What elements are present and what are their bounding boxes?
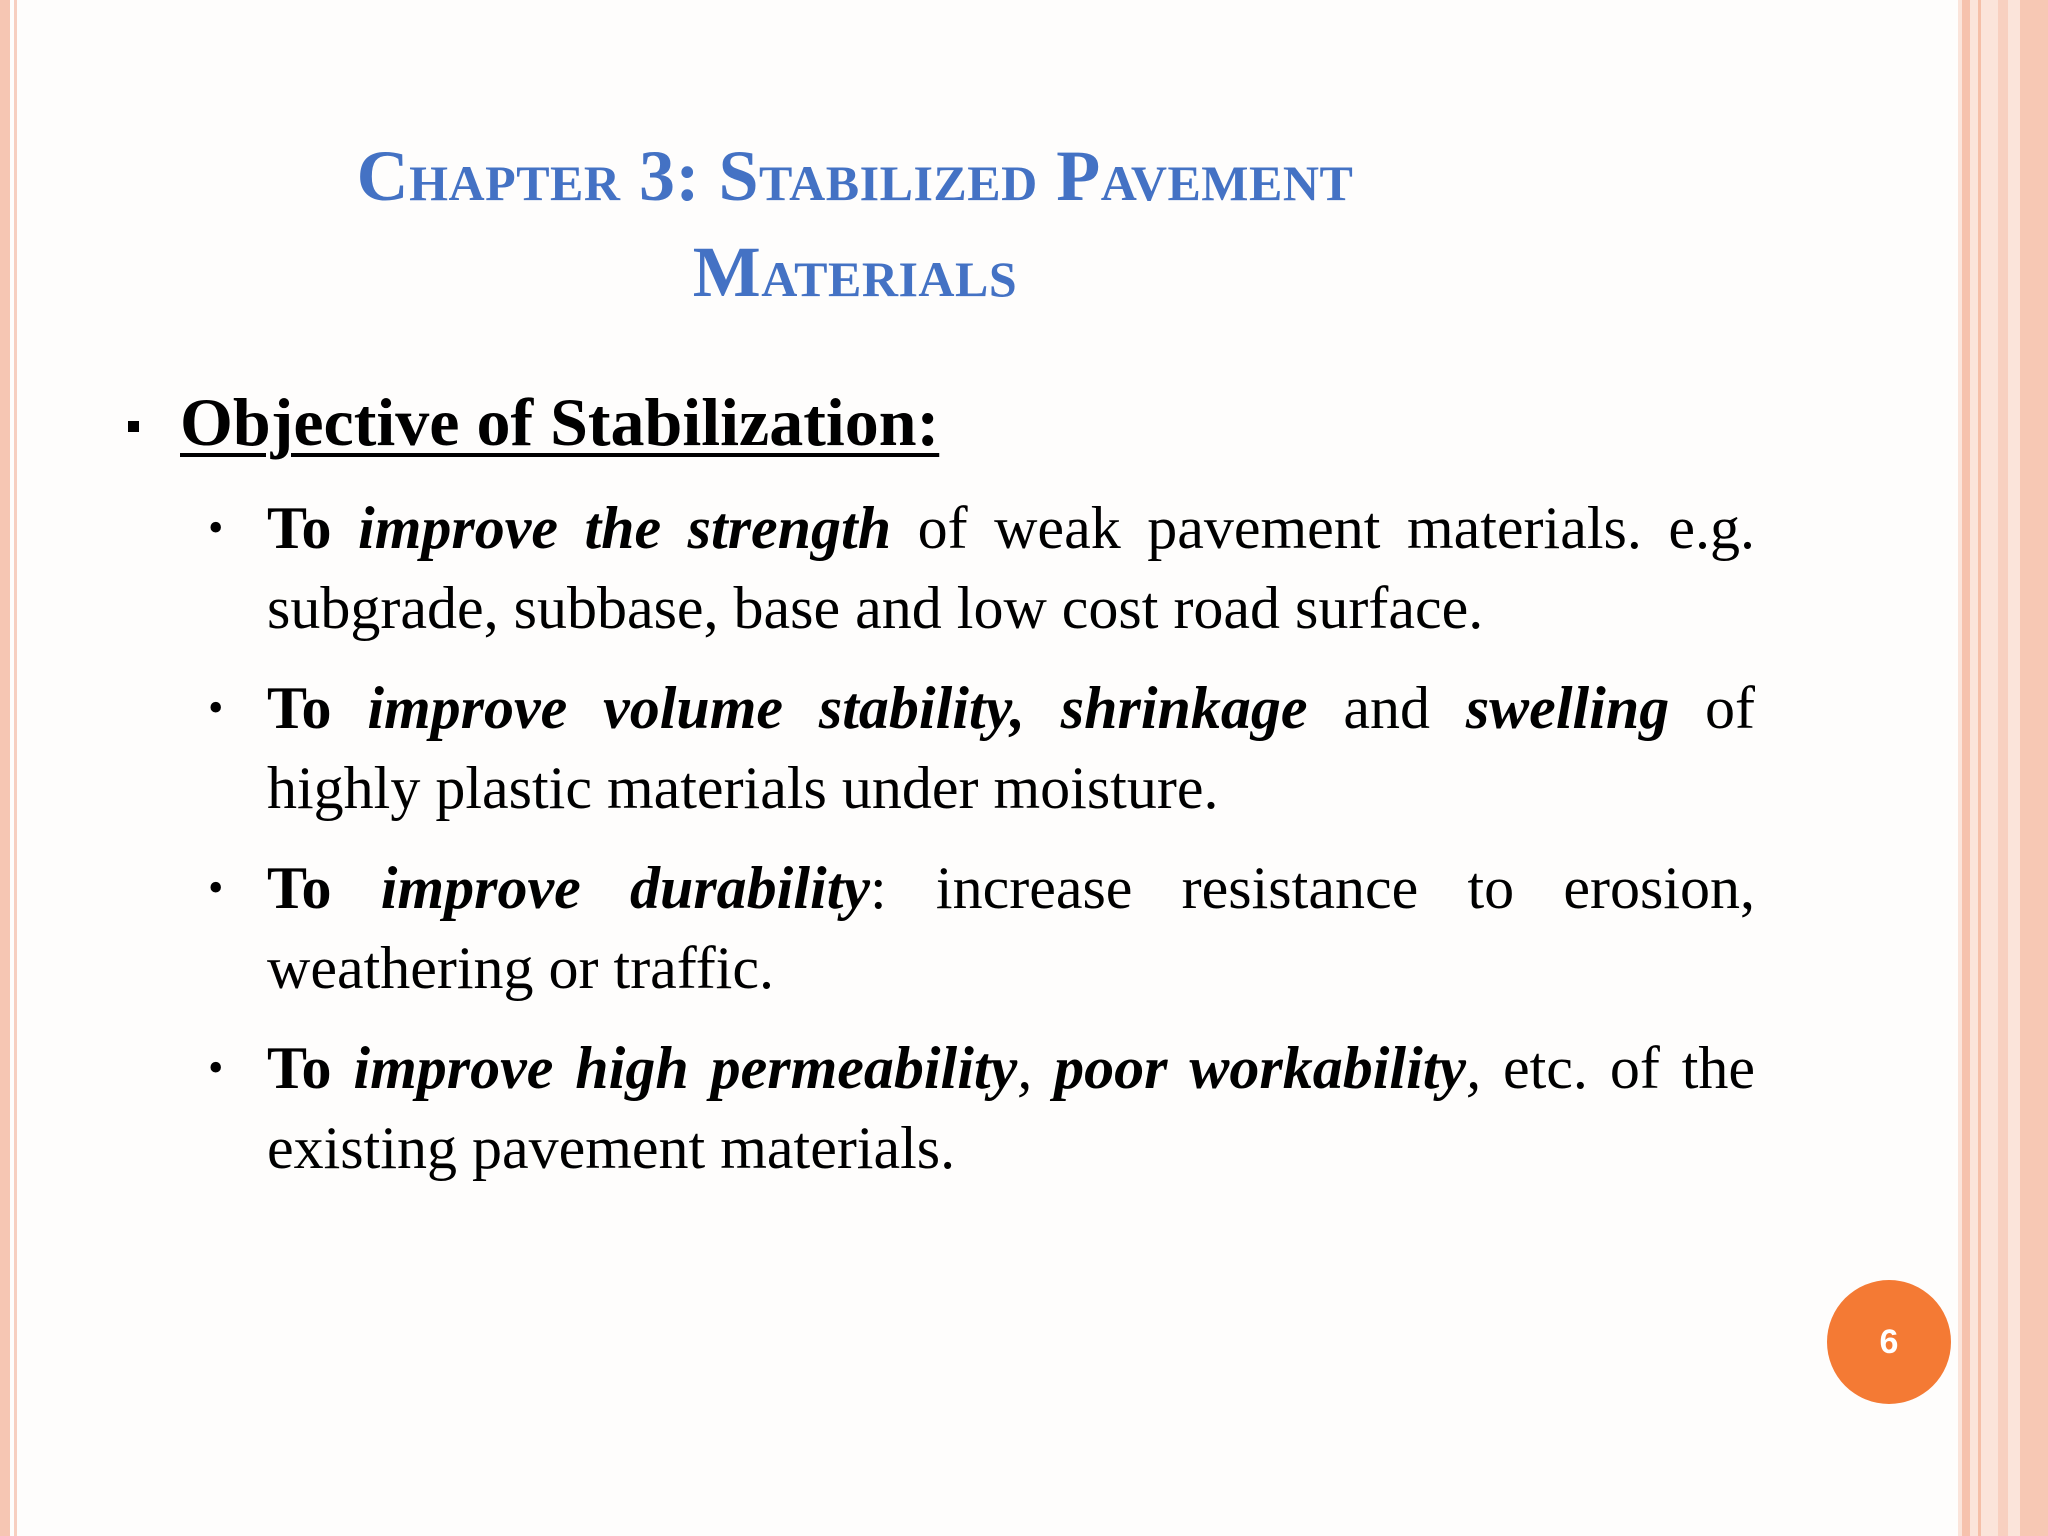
bullet-lead: To [267, 1035, 354, 1101]
bullet-lead: To [267, 495, 359, 561]
objective-list [205, 488, 1755, 1208]
right-border-stripe [1962, 0, 1970, 1536]
list-item [205, 668, 1755, 828]
square-bullet-icon [128, 421, 139, 432]
bullet-emphasis: poor workability [1054, 1035, 1467, 1101]
section-heading: Objective of Stabilization: [180, 384, 940, 460]
bullet-emphasis: improve volume stability, shrinkage [367, 675, 1308, 741]
slide-title-line-2: Materials [692, 232, 1018, 312]
bullet-emphasis: improve high permeability [353, 1035, 1018, 1101]
bullet-emphasis: swelling [1465, 675, 1670, 741]
page-number: 6 [1879, 1322, 1899, 1361]
section-heading-row [128, 378, 939, 466]
page-number-badge [1827, 1280, 1951, 1404]
bullet-text: and [1307, 675, 1466, 741]
bullet-emphasis: improve the strength [358, 495, 892, 561]
bullet-dot-icon: • [208, 1043, 224, 1092]
bullet-text: , [1017, 1035, 1055, 1101]
left-border-stripe [0, 0, 10, 1536]
bullet-text: of highly plastic materials under moisture. [267, 675, 1755, 821]
list-item [205, 488, 1755, 648]
bullet-text: , [1466, 1035, 1482, 1101]
bullet-text: of weak pavement materials. e.g. subgrade, subbase, base and low cost road surface. [267, 495, 1755, 641]
bullet-lead: To [267, 675, 368, 741]
right-border-stripe [1978, 0, 1981, 1536]
slide-title [160, 128, 1550, 320]
right-border-stripe [1998, 0, 2008, 1536]
bullet-dot-icon: • [208, 863, 224, 912]
left-border-stripe-inner [14, 0, 17, 1536]
slide-title-line-1: Chapter 3: Stabilized Pavement [356, 136, 1354, 216]
bullet-emphasis: improve durability [380, 855, 870, 921]
bullet-dot-icon: • [208, 683, 224, 732]
right-border-stripe [2020, 0, 2048, 1536]
list-item [205, 1028, 1755, 1188]
bullet-text: etc. of the existing pavement materials. [267, 1035, 1756, 1181]
list-item [205, 848, 1755, 1008]
bullet-lead: To [267, 855, 381, 921]
bullet-dot-icon: • [208, 503, 224, 552]
bullet-text: : increase resistance to erosion, weathering or traffic. [267, 855, 1756, 1001]
